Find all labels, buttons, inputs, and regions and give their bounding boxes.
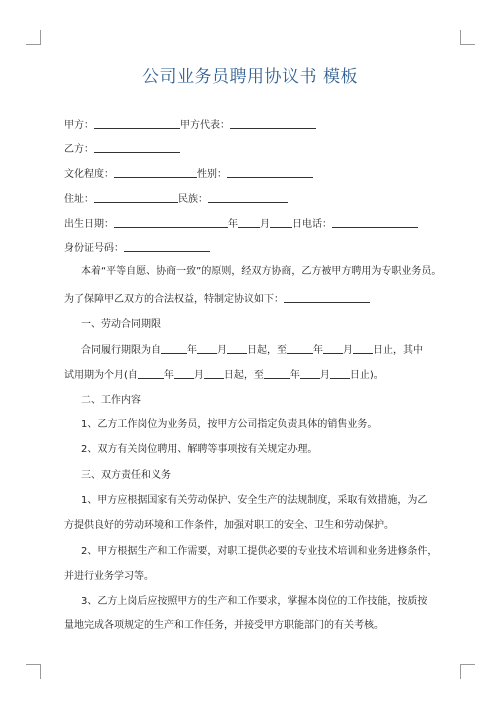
probation-start-month-label: 月 xyxy=(193,370,204,381)
probation-text-a: 试用期为个月(自 xyxy=(64,370,138,381)
section-3-item-3-line-2: 量地完成各项规定的生产和工作任务，并接受甲方职能部门的有关考核。 xyxy=(64,620,384,631)
probation-start-month-blank[interactable] xyxy=(174,367,194,379)
birth-date-label: 出生日期： xyxy=(64,219,114,230)
preamble-blank[interactable] xyxy=(284,291,370,303)
section-3-item-2-line-1: 2、甲方根据生产和工作需要，对职工提供必要的专业技术培训和业务进修条件， xyxy=(81,546,438,557)
probation-end-day-blank[interactable] xyxy=(330,367,350,379)
party-a-line xyxy=(64,117,444,133)
party-a-rep-blank[interactable] xyxy=(230,117,316,129)
crop-mark-bottom-left xyxy=(26,664,41,679)
address-line xyxy=(64,191,444,207)
id-number-label: 身份证号码： xyxy=(64,243,124,254)
party-a-label: 甲方： xyxy=(64,120,94,131)
term-end-month-blank[interactable] xyxy=(323,342,343,354)
section-2-title: 二、工作内容 xyxy=(81,395,141,406)
section-3-item-1-line-1: 1、甲方应根据国家有关劳动保护、安全生产的法规制度，采取有效措施，为乙 xyxy=(81,495,428,506)
contract-term-text-c: 日止，其中 xyxy=(373,345,423,356)
phone-blank[interactable] xyxy=(332,216,418,228)
term-end-day-blank[interactable] xyxy=(353,342,373,354)
section-2-item-2: 2、双方有关岗位聘用、解聘等事项按有关规定办理。 xyxy=(81,444,318,455)
contract-term-line xyxy=(81,342,444,358)
party-b-label: 乙方： xyxy=(64,144,94,155)
probation-start-day-blank[interactable] xyxy=(204,367,224,379)
address-blank[interactable] xyxy=(94,191,178,203)
section-2-item-1: 1、乙方工作岗位为业务员，按甲方公司指定负责具体的销售业务。 xyxy=(81,419,378,430)
section-3-item-2-line-2: 并进行业务学习等。 xyxy=(64,571,154,582)
phone-label: 电话： xyxy=(302,219,332,230)
term-end-year-label: 年 xyxy=(313,345,323,356)
probation-end-month-blank[interactable] xyxy=(300,367,320,379)
birth-day-label: 日 xyxy=(292,219,302,230)
education-blank[interactable] xyxy=(114,166,197,178)
term-end-month-label: 月 xyxy=(343,345,353,356)
party-b-line xyxy=(64,141,444,157)
ethnicity-blank[interactable] xyxy=(208,191,288,203)
birth-year-label: 年 xyxy=(228,219,238,230)
probation-end-month-label: 月 xyxy=(319,370,330,381)
crop-mark-top-left xyxy=(26,30,41,45)
term-start-month-label: 月 xyxy=(217,345,227,356)
probation-end-year-label: 年 xyxy=(289,370,300,381)
birth-day-blank[interactable] xyxy=(270,216,292,228)
document-title: 公司业务员聘用协议书 模板 xyxy=(142,67,358,87)
probation-end-year-blank[interactable] xyxy=(264,367,290,379)
birth-date-line xyxy=(64,216,444,232)
term-end-year-blank[interactable] xyxy=(287,342,313,354)
contract-term-text-b: 日起，至 xyxy=(247,345,287,356)
term-start-year-label: 年 xyxy=(187,345,197,356)
term-start-day-blank[interactable] xyxy=(227,342,247,354)
preamble-line-2-text: 为了保障甲乙双方的合法权益，特制定协议如下： xyxy=(64,294,284,305)
id-number-blank[interactable] xyxy=(124,240,210,252)
address-label: 住址： xyxy=(64,194,94,205)
birth-month-blank[interactable] xyxy=(238,216,260,228)
birth-month-label: 月 xyxy=(260,219,270,230)
probation-text-b: 日起，至 xyxy=(223,370,264,381)
party-a-rep-label: 甲方代表： xyxy=(180,120,230,131)
education-label: 文化程度： xyxy=(64,169,114,180)
preamble-line-2 xyxy=(64,291,444,307)
gender-blank[interactable] xyxy=(227,166,313,178)
section-3-item-3-line-1: 3、乙方上岗后应按照甲方的生产和工作要求，掌握本岗位的工作技能，按质按 xyxy=(81,596,428,607)
section-3-item-1-line-2: 方提供良好的劳动环境和工作条件，加强对职工的安全、卫生和劳动保护。 xyxy=(64,520,394,531)
education-line xyxy=(64,166,444,182)
crop-mark-bottom-right xyxy=(460,664,475,679)
birth-year-blank[interactable] xyxy=(114,216,228,228)
probation-text-c: 日止)。 xyxy=(349,370,384,381)
probation-start-year-blank[interactable] xyxy=(138,367,164,379)
probation-line xyxy=(64,367,444,383)
section-1-title: 一、劳动合同期限 xyxy=(81,319,161,330)
party-b-blank[interactable] xyxy=(94,141,180,153)
probation-start-year-label: 年 xyxy=(163,370,174,381)
id-number-line xyxy=(64,240,444,256)
party-a-blank[interactable] xyxy=(94,117,180,129)
gender-label: 性别： xyxy=(197,169,227,180)
section-3-title: 三、双方责任和义务 xyxy=(81,470,171,481)
crop-mark-top-right xyxy=(460,30,475,45)
term-start-year-blank[interactable] xyxy=(161,342,187,354)
contract-term-text-a: 合同履行期限为自 xyxy=(81,345,161,356)
ethnicity-label: 民族： xyxy=(178,194,208,205)
term-start-month-blank[interactable] xyxy=(197,342,217,354)
preamble-line-1: 本着“平等自愿、协商一致”的原则，经双方协商，乙方被甲方聘用为专职业务员。 xyxy=(81,266,442,277)
